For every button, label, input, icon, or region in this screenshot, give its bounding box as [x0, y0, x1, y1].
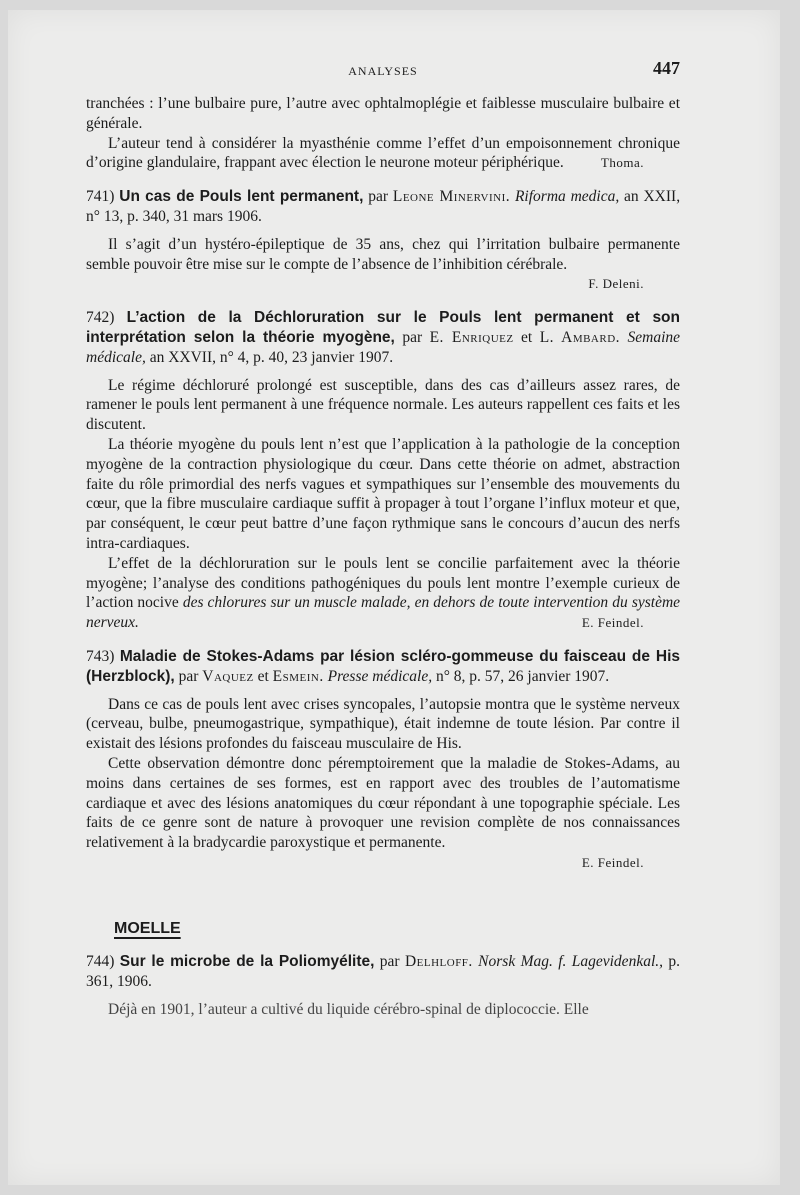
entry-signature: F. Deleni.	[588, 276, 644, 292]
entry-paragraph-3-text: L’effet de la déchloruration sur le pouls lent se concilie parfaitement avec la théorie myogène; l’analyse des conditions pathogéniques du pouls lent montre l’exemple curieux de l’action nocive	[86, 554, 680, 612]
intro-paragraph-2-text: L’auteur tend à considérer la myasthénie comme l’effet d’un empoisonnement chronique d’origine glandulaire, frappant avec élection le neurone moteur périphérique.	[86, 134, 680, 172]
intro-paragraph-1: tranchées : l’une bulbaire pure, l’autre avec ophtalmoplégie et faiblesse musculaire bulbaire et générale.	[86, 95, 680, 132]
entry-title-line	[86, 308, 680, 367]
running-title: ANALYSES	[348, 64, 418, 78]
entry-author: E. Enriquez	[429, 328, 514, 346]
entry-paragraph-2: La théorie myogène du pouls lent n’est que l’application à la pathologie de la conception myogène de la contraction physiologique du cœur. Dans cette théorie on admet, abstraction faite du rôle primordial des nerfs vagues et sympathiques sur l’ensemble des mouvements du cœur, que la fibre musculaire cardiaque suffit à propager à tout l’organe l’influx moteur et que, par conséquent, le cœur peut battre d’une façon rythmique sans le concours d’aucun des nerfs intra-cardiaques.	[86, 435, 680, 552]
entry-author: Delhloff.	[404, 953, 473, 971]
entry-title: Un cas de Pouls lent permanent,	[119, 188, 364, 206]
entry-title: L’action de la Déchloruration sur le Pouls lent permanent et son interprétation selon la théorie myogène,	[86, 309, 680, 346]
entry-author-2: Esmein.	[272, 667, 324, 685]
entry-title: Sur le microbe de la Poliomyélite,	[119, 953, 375, 971]
entry-reference: an XXVII, n° 4, p. 40, 23 janvier 1907.	[149, 348, 394, 366]
entry-number: 742)	[86, 309, 115, 327]
abstract-entry-743	[86, 647, 680, 873]
page-header	[86, 58, 680, 82]
entry-reference: p. 361, 1906.	[86, 953, 680, 991]
entry-and: et	[257, 667, 269, 685]
abstract-entry-741	[86, 187, 680, 294]
entry-by: par	[178, 667, 199, 685]
entry-number: 741)	[86, 188, 115, 206]
entry-journal: Norsk Mag. f. Lagevidenkal.,	[478, 953, 664, 971]
entry-journal: Riforma medica,	[514, 188, 620, 206]
entry-body: Il s’agit d’un hystéro-épileptique de 35 ans, chez qui l’irritation bulbaire permanente semble pouvoir être mise sur le compte de l’absence de l’inhibition cérébrale.	[86, 235, 680, 273]
entry-title-line	[86, 187, 680, 227]
entry-title-line	[86, 952, 680, 992]
entry-by: par	[379, 953, 400, 971]
entry-paragraph-3	[86, 554, 680, 633]
entry-paragraph-2: Cette observation démontre donc péremptoirement que la maladie de Stokes-Adams, au moins dans certaines de ses formes, est en rapport avec des troubles de l’automatisme cardiaque et avec des lésions anatomiques du cœur répondant à une topographie spéciale. Les faits de ce genre sont de nature à provoquer une revision complète de nos connaissances relativement à la bradycardie paroxystique et permanente.	[86, 754, 680, 852]
abstract-entry-742	[86, 308, 680, 633]
entry-journal: Semaine médicale,	[86, 328, 681, 366]
entry-title-line	[86, 647, 680, 687]
entry-by: par	[402, 328, 423, 346]
entry-journal: Presse médicale,	[327, 667, 433, 685]
entry-number: 743)	[86, 647, 115, 665]
abstract-entry-744	[86, 952, 680, 1019]
entry-title: Maladie de Stokes-Adams par lésion scléro-gommeuse du faisceau de His (Herzblock),	[86, 647, 680, 685]
section-heading: MOELLE	[114, 919, 181, 937]
entry-paragraph-3-italic: des chlorures sur un muscle malade, en dehors de toute intervention du système nerveux.	[86, 594, 681, 632]
entry-paragraph-1: Dans ce cas de pouls lent avec crises syncopales, l’autopsie montra que le système nerveux (cerveau, bulbe, pneumogastrique, sympathique), était indemne de toute lésion. Par contre il existait des lésions profondes du faisceau musculaire de His.	[86, 695, 680, 753]
journal-page	[8, 10, 780, 1185]
intro-paragraph-2	[86, 134, 680, 174]
entry-reference: an XXII, n° 13, p. 340, 31 mars 1906.	[86, 188, 681, 225]
entry-reference: n° 8, p. 57, 26 janvier 1907.	[435, 667, 610, 685]
entry-number: 744)	[86, 953, 115, 971]
entry-paragraph-1: Le régime déchloruré prolongé est susceptible, dans des cas d’ailleurs assez rares, de ramener le pouls lent permanent à une fréquence normale. Les auteurs rappellent ces faits et les discutent.	[86, 376, 680, 434]
entry-and: et	[521, 328, 533, 346]
entry-author-2: L. Ambard.	[539, 328, 621, 346]
entry-by: par	[368, 188, 389, 206]
entry-body: Déjà en 1901, l’auteur a cultivé du liquide cérébro-spinal de diplococcie. Elle	[108, 1001, 589, 1019]
entry-author: Vaquez	[202, 667, 254, 685]
entry-author: Leone Minervini.	[392, 188, 511, 206]
intro-signature: Thoma.	[600, 155, 644, 171]
entry-signature: E. Feindel.	[581, 615, 644, 631]
page-number: 447	[653, 58, 680, 78]
entry-signature: E. Feindel.	[581, 854, 644, 870]
page-content	[86, 94, 680, 1020]
